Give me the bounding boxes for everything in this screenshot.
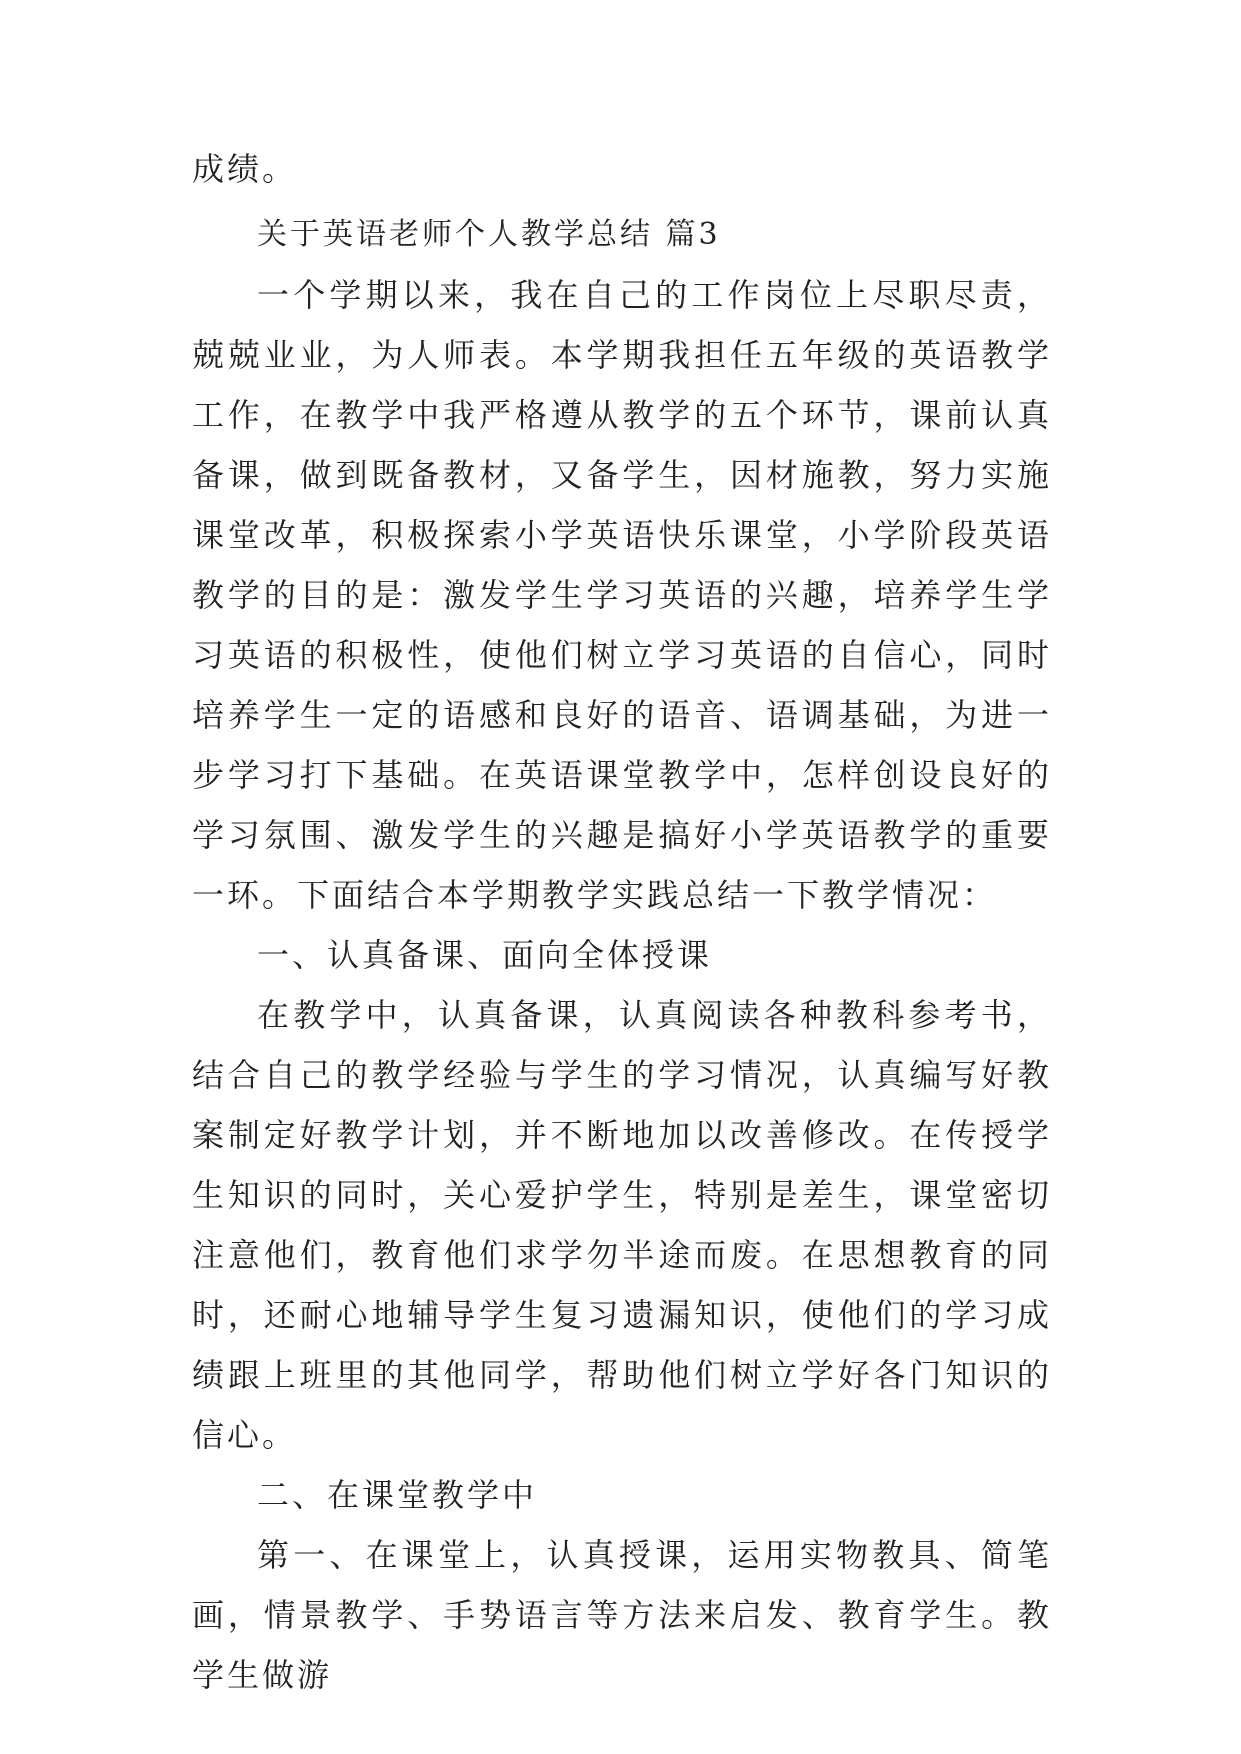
paragraph-body: 在教学中，认真备课，认真阅读各种教科参考书，结合自己的教学经验与学生的学习情况，认真编写好教案制定好教学计划，并不断地加以改善修改。在传授学生知识的同时，关心爱护学生，特别是差生，课堂密切注意他们，教育他们求学勿半途而废。在思想教育的同时，还耐心地辅导学生复习遗漏知识，使他们的学习成绩跟上班里的其他同学，帮助他们树立学好各门知识的信心。 [192, 996, 1052, 1454]
paragraph-continuation: 成绩。 [192, 150, 298, 188]
section-heading: 一、认真备课、面向全体授课 [257, 936, 713, 974]
section-title: 关于英语老师个人教学总结 篇3 [257, 217, 721, 252]
paragraph-body: 第一、在课堂上，认真授课，运用实物教具、简笔画，情景教学、手势语言等方法来启发、教育学生。教学生做游 [192, 1536, 1052, 1694]
document-body [192, 139, 1052, 1705]
paragraph-body: 一个学期以来，我在自己的工作岗位上尽职尽责，兢兢业业，为人师表。本学期我担任五年级的英语教学工作，在教学中我严格遵从教学的五个环节，课前认真备课，做到既备教材，又备学生，因材施教，努力实施课堂改革，积极探索小学英语快乐课堂，小学阶段英语教学的目的是：激发学生学习英语的兴趣，培养学生学习英语的积极性，使他们树立学习英语的自信心，同时培养学生一定的语感和良好的语音、语调基础，为进一步学习打下基础。在英语课堂教学中，怎样创设良好的学习氛围、激发学生的兴趣是搞好小学英语教学的重要一环。下面结合本学期教学实践总结一下教学情况： [192, 276, 1052, 914]
section-heading: 二、在课堂教学中 [257, 1476, 538, 1514]
